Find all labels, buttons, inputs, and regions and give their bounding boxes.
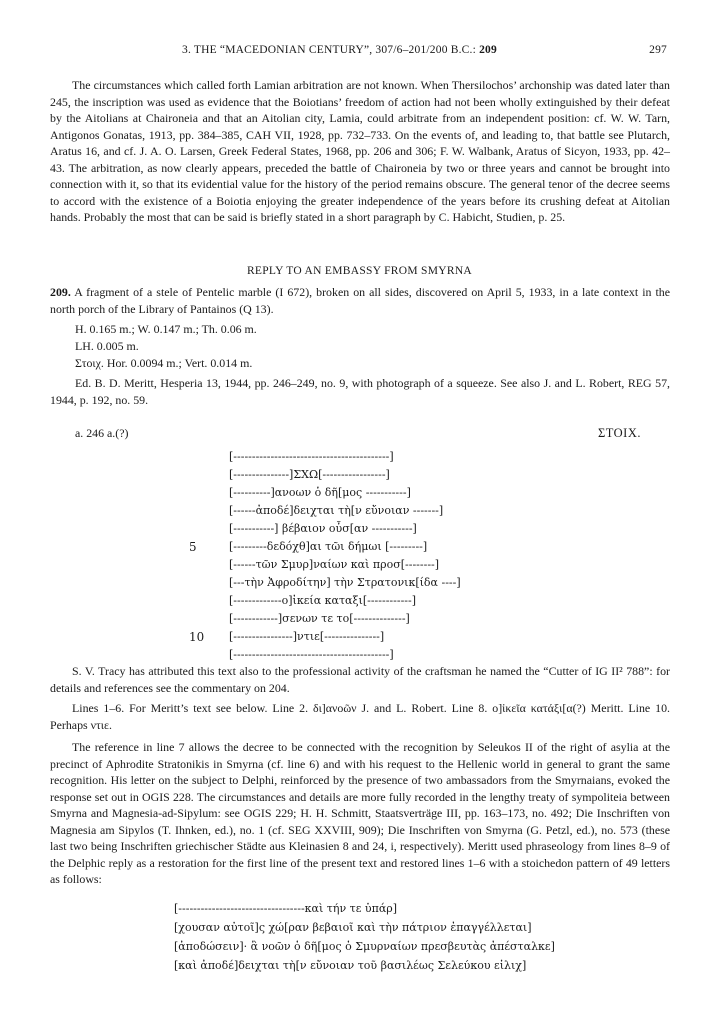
inscription-line (229, 450, 504, 468)
apparatus-notes: Lines 1–6. For Meritt’s text see below. Line 2. δι]ανοῶν J. and L. Robert. Line 8. ο]ἰκεῖα κατάξι[α(?) Meritt. Line 10. Perhaps ντιε. (50, 701, 670, 732)
inscription-line-text: [---τὴν Ἀφροδίτην] τὴν Στρατονικ[ίδα ----] (229, 576, 461, 589)
measurements-stoichedon: Στοιχ. Hor. 0.0094 m.; Vert. 0.014 m. (75, 356, 253, 370)
restoration-line: [----------------------------------καὶ τήν τε ὑπάρ] (174, 902, 398, 915)
section-title: REPLY TO AN EMBASSY FROM SMYRNA (246, 265, 473, 277)
inscription-line-text: [------------------------------------------] (229, 648, 394, 661)
inscription-text (189, 450, 504, 666)
inscription-line (229, 522, 504, 540)
inscription-line (229, 558, 504, 576)
running-head-entry-number: 209 (479, 44, 497, 56)
restoration-line: [καὶ ἀποδέ]δειχται τὴ[ν εὔνοιαν τοῦ βασιλέως Σελεύκου εἰλιχ] (174, 959, 527, 972)
inscription-line (229, 576, 504, 594)
line-number: 10 (189, 630, 205, 644)
inscription-line (189, 630, 504, 648)
inscription-line-text: [------ἀποδέ]δειχται τὴ[ν εὔνοιαν -------] (229, 504, 444, 517)
inscription-line (229, 504, 504, 522)
commentary-paragraph: The reference in line 7 allows the decree to be connected with the recognition by Seleukos II of the right of asylia at the precinct of Aphrodite Stratonikis in Smyrna (cf. line 6) and with his request to the Hellenic world in general to grant the same recognition. His letter on the subject to Delphi, reinforced by the presence of two ambassadors from the Smyrnaians, evoked the response set out in OGIS 228. The circumstances and details are more fully recorded in the lengthy treaty of sympoliteia between Smyrna and Magnesia-ad-Sipylum: see OGIS 229; H. H. Schmitt, Staatsverträge III, pp. 163–173, no. 492; Die Inschriften von Magnesia am Sipylos (T. Ihnken, ed.), no. 1 (cf. SEG XXVIII, 909); Die Inschriften von Smyrna (G. Petzl, ed.), no. 573 (these last two being Inschriften griechischer Städte aus Kleinasien 8 and 24, i, respectively). Meritt used phraseology from lines 8–9 of the Delphic reply as a restoration for the first line of the present text and restored lines 1–6 with a stoichedon pattern of 49 letters as follows: (50, 740, 670, 886)
tracy-paragraph: S. V. Tracy has attributed this text also to the professional activity of the craftsman he named the “Cutter of IG II² 788”: for details and references see the commentary on 204. (50, 664, 670, 695)
restoration-line: [ἀποδώσειν]· ἃ νοῶν ὁ δῆ[μος ὁ Σμυρναίων πρεσβευτὰς ἀπέσταλκε] (174, 940, 555, 953)
edition-paragraph: Ed. B. D. Meritt, Hesperia 13, 1944, pp. 246–249, no. 9, with photograph of a squeeze. See also J. and L. Robert, REG 57, 1944, p. 192, no. 59. (50, 376, 670, 407)
inscription-line-text: [---------δεδόχθ]αι τῶι δήμωι [---------] (229, 540, 428, 553)
entry-description: A fragment of a stele of Pentelic marble (I 672), broken on all sides, discovered on April 5, 1933, in a late context in the north porch of the Library of Pantainos (Q 13). (50, 285, 670, 316)
inscription-line (229, 468, 504, 486)
measurements-dimensions: H. 0.165 m.; W. 0.147 m.; Th. 0.06 m. (75, 322, 257, 336)
restoration-text (174, 902, 555, 978)
inscription-line-text: [------τῶν Σμυρ]ναίων καὶ προσ[--------] (229, 558, 440, 571)
inscription-line (229, 594, 504, 612)
line-number: 5 (189, 540, 197, 554)
inscription-line-text: [----------------]ντιε[---------------] (229, 630, 385, 643)
inscription-line-text: [----------]ανοων ὁ δῆ[μος -----------] (229, 486, 411, 499)
entry-paragraph (50, 284, 670, 317)
inscription-line-text: [-------------ο]ἰκεία καταξι[------------] (229, 594, 417, 607)
intro-paragraph: The circumstances which called forth Lamian arbitration are not known. When Thersilochos’ archonship was dated later than 245, the inscription was used as evidence that the Boiotians’ freedom of action had not been wholly extinguished by their defeat by the Aitolians at Chaironeia and that an Aitolian city, Lamia, could arbitrate from an independent position: cf. W. W. Tarn, Antigonos Gonatas, 1913, pp. 384–385, CAH VII, 1928, pp. 732–733. On the events of, and leading to, that battle see Plutarch, Aratus 16, and cf. J. A. O. Larsen, Greek Federal States, 1968, pp. 206 and 306; F. W. Walbank, Aratus of Sicyon, 1933, pp. 42–43. The arbitration, as now clearly appears, preceded the battle of Chaironeia by two or three years and cannot be brought into connection with it, so that its evidential value for the history of the period remains obscure. The general tenor of the decree seems to accord with the existence of a Boiotia enjoying the greater independence of the years before its crushing defeat at Aitolian hands. Probably the most that can be said is briefly stated in a short paragraph by C. Habicht, Studien, p. 25. (50, 78, 670, 224)
inscription-line-text: [------------]σενων τε το[--------------] (229, 612, 410, 625)
running-head (52, 44, 667, 60)
running-head-title (182, 44, 497, 56)
page-number: 297 (649, 44, 667, 56)
entry-number: 209. (50, 285, 71, 299)
inscription-line-text: [------------------------------------------] (229, 450, 394, 463)
measurements-letter-height: LH. 0.005 m. (75, 339, 139, 353)
restoration-line: [χουσαν αὐτοῖ]ς χώ[ραν βεβαιοῖ καὶ τὴν πάτριον ἐπαγγέλλεται] (174, 921, 532, 934)
date-label: a. 246 a.(?) (75, 426, 129, 440)
running-head-title-text: 3. THE “MACEDONIAN CENTURY”, 307/6–201/200 B.C.: (182, 44, 477, 56)
inscription-line (229, 486, 504, 504)
inscription-line-text: [---------------]ΣΧΩ[-----------------] (229, 468, 390, 481)
stoichedon-label: ΣΤΟΙΧ. (597, 426, 641, 440)
inscription-line-text: [-----------] βέβαιον οὖσ[αν -----------] (229, 522, 417, 535)
inscription-line (229, 612, 504, 630)
inscription-line (189, 540, 504, 558)
